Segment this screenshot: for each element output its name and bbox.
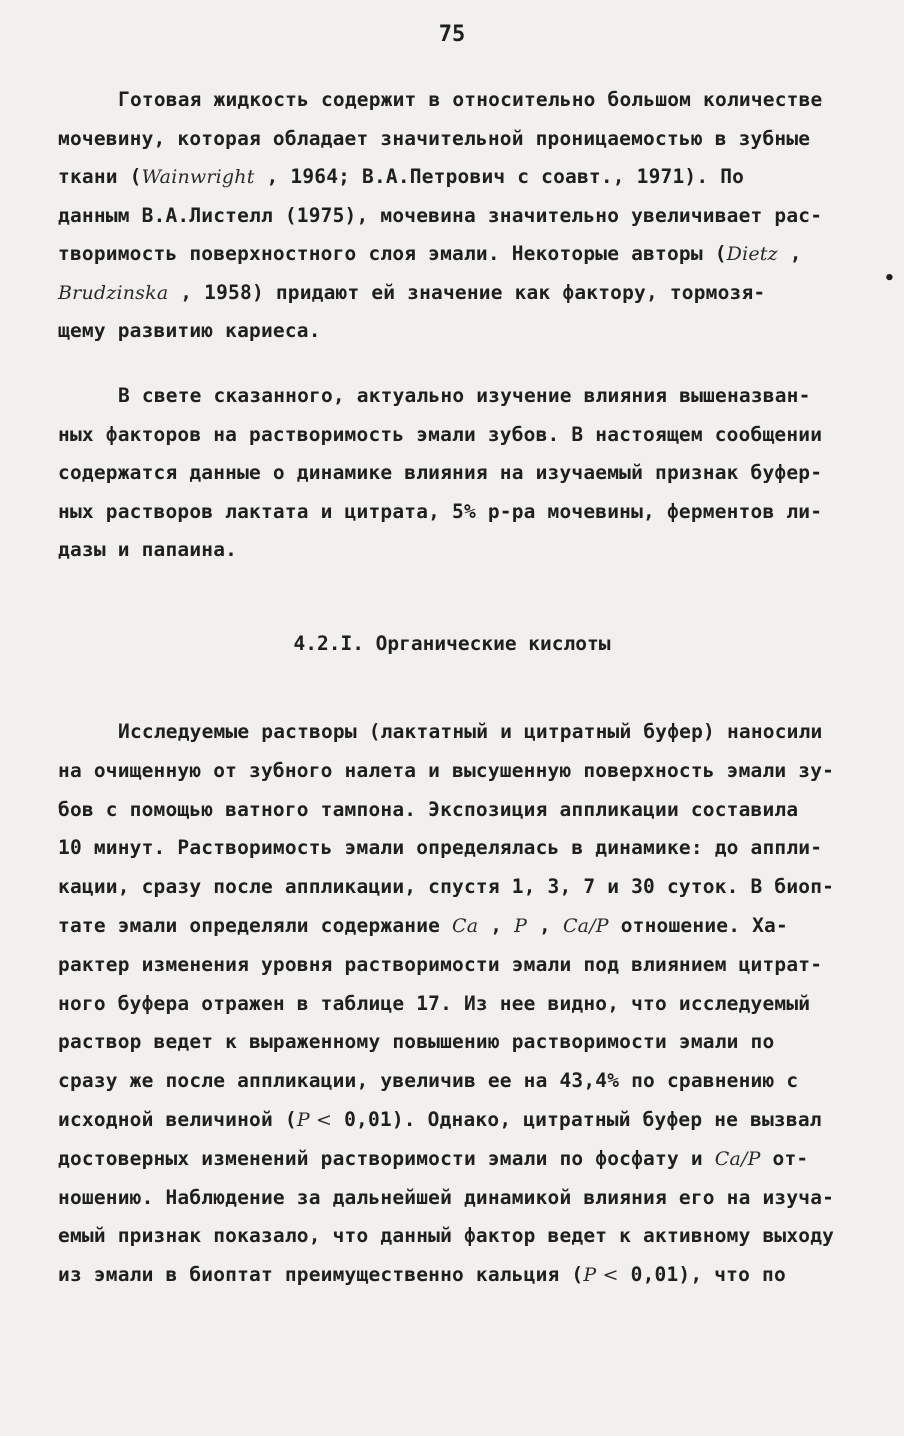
handwritten-insert: Brudzinska	[58, 281, 169, 304]
line-text: ткани (	[58, 165, 142, 188]
text-line	[58, 951, 822, 979]
text-line	[58, 1145, 808, 1173]
text-line	[58, 317, 321, 345]
text-line	[58, 1261, 786, 1289]
text-line	[58, 834, 822, 862]
line-text: 0,01). Однако, цитратный буфер не вызвал	[332, 1108, 822, 1131]
line-text: тате эмали определяли содержание	[58, 914, 453, 937]
text-line: В свете сказанного, актуально изучение влияния вышеназван-	[118, 384, 811, 407]
text-line	[118, 86, 822, 114]
handwritten-insert: P <	[583, 1264, 619, 1287]
handwritten-insert: Ca/P	[562, 915, 609, 937]
handwritten-insert: Ca	[452, 915, 479, 937]
line-text: отношение. Ха-	[608, 914, 788, 937]
text-line	[58, 279, 765, 307]
text-line	[58, 873, 834, 901]
text-line	[58, 202, 822, 230]
text-line	[58, 1106, 822, 1134]
line-text: ,	[527, 914, 563, 937]
handwritten-insert: Ca/P	[714, 1147, 761, 1170]
line-text: раствор ведет к выраженному повышению растворимости эмали по	[58, 1030, 775, 1054]
line-text: ношению. Наблюдение за дальнейшей динамикой влияния его на изуча-	[58, 1185, 835, 1209]
text-line	[58, 912, 788, 940]
line-text: , 1964; В.А.Петрович с соавт., 1971). По	[254, 165, 745, 188]
line-text: исходной величиной (	[58, 1108, 297, 1131]
line-text: 0,01), что по	[618, 1263, 786, 1287]
text-line: содержатся данные о динамике влияния на изучаемый признак буфер-	[58, 461, 823, 484]
line-text: кации, сразу после аппликации, спустя 1, 3, 7 и 30 суток. В биоп-	[58, 875, 835, 899]
line-text: , 1958) придают ей значение как фактору, тормозя-	[168, 280, 766, 304]
section-heading: 4.2.I. Органические кислоты	[293, 632, 611, 655]
text-line	[58, 990, 810, 1018]
line-text: из эмали в биоптат преимущественно кальция (	[58, 1263, 584, 1287]
text-line: дазы и папаина.	[58, 538, 238, 561]
text-line: ных факторов на растворимость эмали зубов. В настоящем сообщении	[58, 422, 823, 446]
text-line	[118, 718, 822, 746]
line-text: Готовая жидкость содержит в относительно большом количестве	[118, 88, 823, 111]
handwritten-insert: P <	[296, 1109, 333, 1131]
text-line	[58, 240, 802, 268]
text-line	[58, 163, 744, 191]
text-line	[58, 1184, 834, 1212]
line-text: Исследуемые растворы (лактатный и цитратный буфер) наносили	[118, 720, 823, 743]
line-text: творимость поверхностного слоя эмали. Некоторые авторы (	[58, 242, 727, 265]
line-text: данным В.А.Листелл (1975), мочевина значительно увеличивает рас-	[58, 203, 823, 227]
text-line	[58, 125, 810, 153]
line-text: рактер изменения уровня растворимости эмали под влиянием цитрат-	[58, 952, 823, 976]
line-text: емый признак показало, что данный фактор ведет к активному выходу	[58, 1224, 835, 1248]
handwritten-insert: P	[514, 915, 528, 937]
line-text: от-	[760, 1146, 809, 1170]
line-text: бов с помощью ватного тампона. Экспозиция аппликации составила	[58, 797, 799, 821]
line-text: ,	[478, 914, 515, 937]
page-number: 75	[438, 22, 466, 47]
text-line	[58, 1222, 834, 1250]
handwritten-insert: Wainwright	[141, 166, 255, 188]
text-line	[58, 1028, 774, 1056]
line-text: ,	[777, 242, 802, 265]
line-text: ного буфера отражен в таблице 17. Из нее видно, что исследуемый	[58, 991, 811, 1015]
text-line	[58, 796, 798, 824]
line-text: мочевину, которая обладает значительной проницаемостью в зубные	[58, 126, 811, 150]
text-line	[58, 1067, 798, 1095]
line-text: достоверных изменений растворимости эмали по фосфату и	[58, 1146, 715, 1170]
line-text: щему развитию кариеса.	[58, 319, 321, 342]
text-line	[58, 757, 834, 785]
line-text: на очищенную от зубного налета и высушенную поверхность эмали зу-	[58, 758, 835, 782]
line-text: сразу же после аппликации, увеличив ее на 43,4% по сравнению с	[58, 1069, 799, 1093]
handwritten-insert: Dietz	[726, 243, 778, 265]
text-line: ных растворов лактата и цитрата, 5% р-ра мочевины, ферментов ли-	[58, 499, 823, 523]
line-text: 10 минут. Растворимость эмали определялась в динамике: до аппли-	[58, 836, 823, 860]
margin-mark: •	[884, 268, 895, 289]
